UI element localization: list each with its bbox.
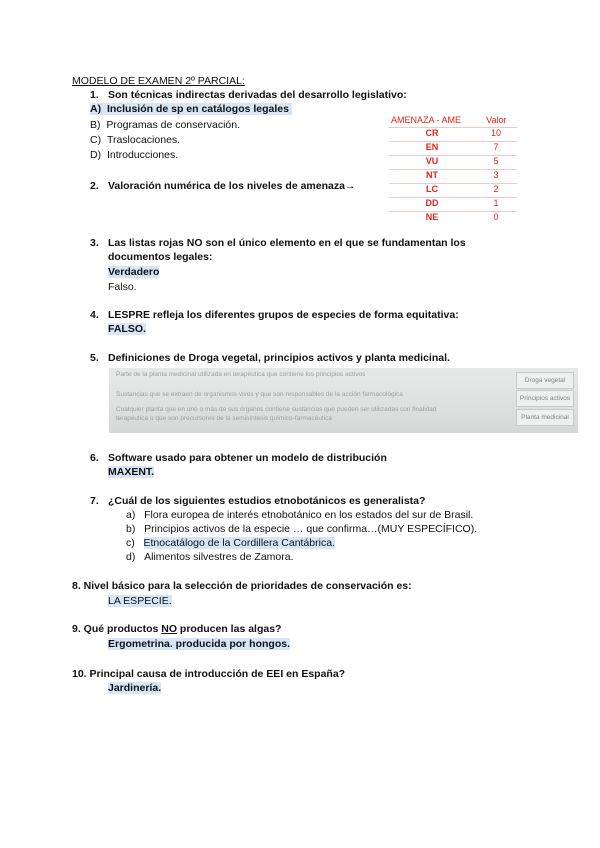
q9-text-pre: 9. Qué productos	[72, 623, 162, 635]
table-row	[389, 197, 517, 211]
table-cell: 3	[493, 170, 499, 180]
q7-option-d	[126, 551, 294, 563]
option-text: Principios activos de la especie … que confirma…(MUY ESPECÍFICO).	[144, 523, 478, 535]
q7-option-c	[126, 537, 335, 549]
option-text: Programas de conservación.	[106, 119, 240, 131]
q8-answer: LA ESPECIE.	[108, 595, 172, 607]
photo-button-planta: Planta medicinal	[516, 409, 574, 426]
table-cell: 1	[493, 198, 499, 208]
q4-text: LESPRE refleja los diferentes grupos de especies de forma equitativa:	[108, 309, 459, 321]
table-cell: 7	[493, 142, 499, 152]
option-letter: b)	[126, 523, 136, 535]
table-row	[389, 127, 517, 141]
option-text: Flora europea de interés etnobotánico en los estados del sur de Brasil.	[144, 509, 474, 521]
table-cell: DD	[425, 198, 439, 208]
q3-text-line2: documentos legales:	[108, 251, 213, 263]
photo-button-principios: Principios activos	[516, 390, 574, 407]
option-letter: c)	[126, 537, 135, 549]
q7-option-a	[126, 509, 473, 521]
q6-text: Software usado para obtener un modelo de distribución	[108, 452, 387, 464]
q6-number: 6.	[90, 452, 99, 464]
option-text: Alimentos silvestres de Zamora.	[144, 551, 294, 563]
option-text: Inclusión de sp en catálogos legales	[106, 103, 289, 115]
photo-line: terapéutica o que son precursores de la semisíntesis químico-farmacéutica	[116, 415, 333, 422]
option-text: Traslocaciones.	[106, 134, 181, 146]
q1-text: Son técnicas indirectas derivadas del desarrollo legislativo:	[108, 89, 407, 101]
q9-text-negation: NO	[161, 623, 178, 635]
table-cell: EN	[425, 142, 439, 152]
table-cell: NE	[425, 212, 439, 222]
q5-number: 5.	[90, 352, 99, 364]
table-row	[389, 211, 517, 225]
table-cell: 10	[490, 128, 501, 138]
option-letter: d)	[126, 551, 136, 563]
table-cell: 2	[493, 184, 499, 194]
q10-answer: Jardinería.	[108, 682, 162, 694]
q2-text: Valoración numérica de los niveles de amenaza→	[108, 180, 356, 192]
table-header-value: Valor	[486, 115, 507, 125]
photo-line: Sustancias que se extraen de organismos vivos y que son responsables de la acción farmacológica	[116, 391, 403, 398]
photo-line: Cualquier planta que en uno o más de sus órganos contiene sustancias que pueden ser utilizadas con finalidad	[116, 406, 437, 413]
q3-number: 3.	[90, 237, 99, 249]
photo-button-droga: Droga vegetal	[516, 372, 574, 389]
table-cell: CR	[425, 128, 439, 138]
table-row	[389, 155, 517, 169]
table-cell: VU	[425, 156, 439, 166]
option-text: Introducciones.	[106, 149, 179, 161]
q8-text: 8. Nivel básico para la selección de prioridades de conservación es:	[72, 580, 412, 592]
q5-text: Definiciones de Droga vegetal, principios activos y planta medicinal.	[108, 352, 450, 364]
q1-number: 1.	[90, 89, 99, 101]
q1-option-a	[90, 103, 292, 115]
photo-line: Parte de la planta medicinal utilizada en terapéutica que contiene los principios activos	[116, 371, 366, 378]
q1-option-c	[90, 134, 180, 146]
table-row	[389, 141, 517, 155]
option-letter: A)	[90, 103, 102, 115]
table-cell: 5	[493, 156, 499, 166]
q7-text: ¿Cuál de los siguientes estudios etnobotánicos es generalista?	[108, 495, 426, 507]
option-letter: a)	[126, 509, 136, 521]
page-title: MODELO DE EXAMEN 2º PARCIAL:	[72, 75, 245, 87]
option-letter: B)	[90, 119, 101, 131]
q4-number: 4.	[90, 309, 99, 321]
table-header-threat: AMENAZA - AME	[391, 115, 462, 125]
table-row	[389, 169, 517, 183]
q4-answer: FALSO.	[108, 323, 146, 335]
table-cell: LC	[426, 184, 438, 194]
q9-answer: Ergometrina. producida por hongos.	[108, 638, 291, 650]
q3-answer: Verdadero	[108, 266, 160, 278]
option-text: Etnocatálogo de la Cordillera Cantábrica.	[143, 537, 335, 549]
table-cell: NT	[426, 170, 438, 180]
q9-text	[72, 623, 281, 635]
q3-text-line1: Las listas rojas NO son el único elemento en el que se fundamentan los	[108, 237, 466, 249]
option-letter: D)	[90, 149, 102, 161]
option-letter: C)	[90, 134, 102, 146]
q7-option-b	[126, 523, 477, 535]
definitions-photo	[109, 368, 578, 433]
table-row	[389, 183, 517, 197]
q3-option-false: Falso.	[108, 281, 137, 293]
q6-answer: MAXENT.	[108, 466, 155, 478]
table-cell: 0	[493, 212, 499, 222]
table-header	[389, 115, 517, 127]
q7-number: 7.	[90, 495, 99, 507]
threat-table	[389, 115, 517, 225]
q9-text-post: producen las algas?	[177, 623, 282, 635]
q2-number: 2.	[90, 180, 99, 192]
q1-option-d	[90, 149, 178, 161]
q1-option-b	[90, 119, 240, 131]
q10-text: 10. Principal causa de introducción de EEI en España?	[72, 668, 346, 680]
